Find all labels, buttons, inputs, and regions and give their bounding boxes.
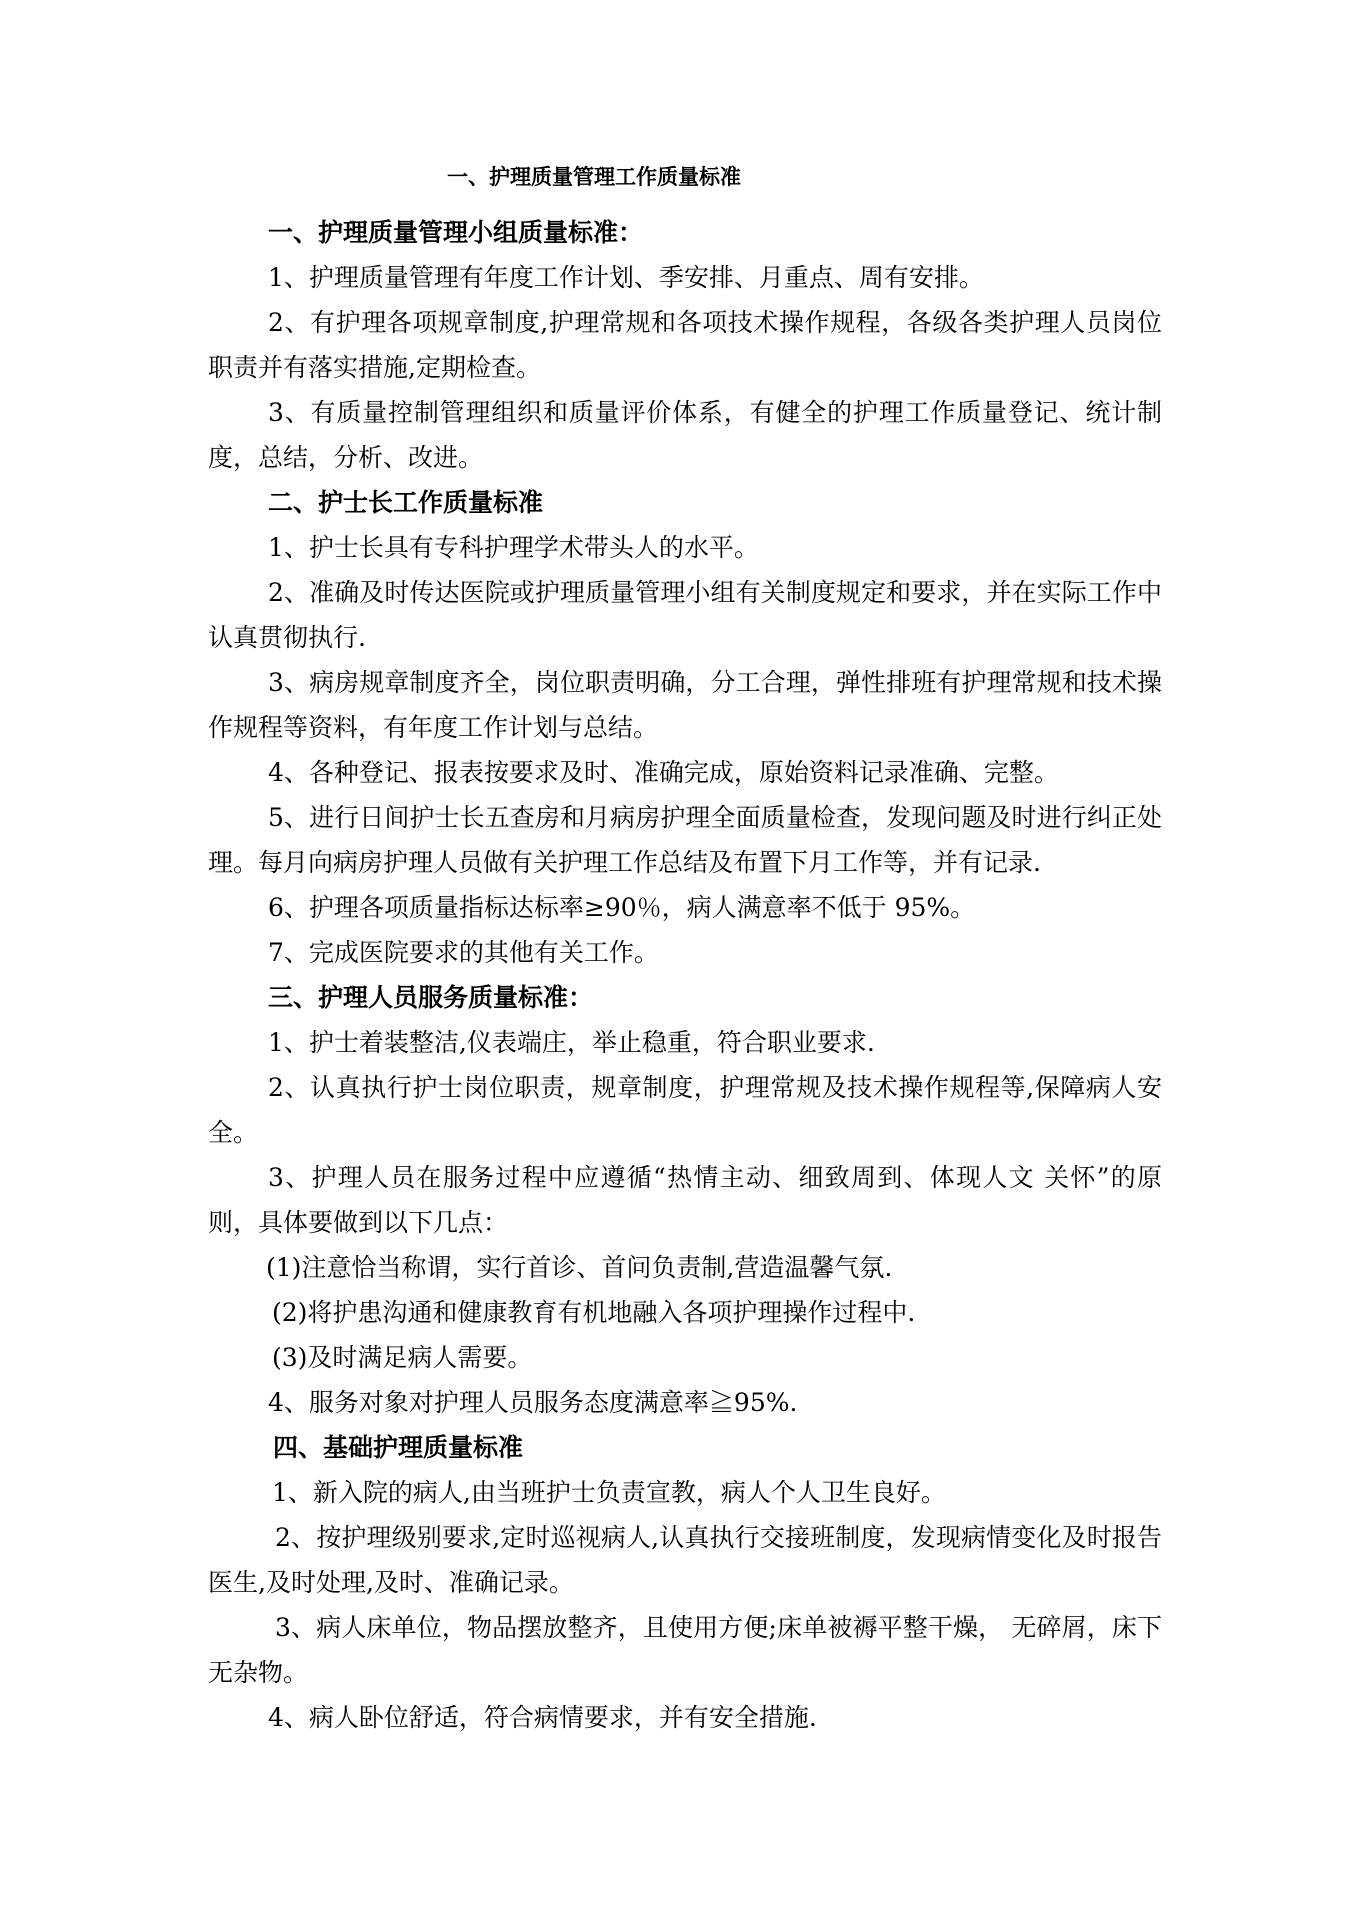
- section-heading-3: 三、护理人员服务质量标准：: [268, 983, 594, 1012]
- paragraph: 3、病人床单位，物品摆放整齐，且使用方便;床单被褥平整干燥， 无碎屑，床下无杂物。: [208, 1613, 1162, 1687]
- paragraph: 3、有质量控制管理组织和质量评价体系，有健全的护理工作质量登记、统计制度，总结，分析、改进。: [208, 398, 1162, 472]
- sub-item: (3)及时满足病人需要。: [272, 1343, 533, 1372]
- paragraph: 3、病房规章制度齐全，岗位职责明确，分工合理，弹性排班有护理常规和技术操作规程等资料，有年度工作计划与总结。: [208, 668, 1162, 742]
- paragraph: 4、服务对象对护理人员服务态度满意率≧95%.: [268, 1388, 798, 1417]
- paragraph: 1、新入院的病人,由当班护士负责宣教，病人个人卫生良好。: [272, 1478, 946, 1507]
- paragraph: 4、病人卧位舒适，符合病情要求，并有安全措施.: [268, 1703, 817, 1732]
- paragraph: 1、护士长具有专科护理学术带头人的水平。: [268, 533, 759, 562]
- paragraph: 2、按护理级别要求,定时巡视病人,认真执行交接班制度，发现病情变化及时报告医生,及时处理,及时、准确记录。: [208, 1523, 1162, 1597]
- paragraph: 4、各种登记、报表按要求及时、准确完成，原始资料记录准确、完整。: [268, 758, 1059, 787]
- sub-item: (2)将护患沟通和健康教育有机地融入各项护理操作过程中.: [272, 1298, 916, 1327]
- paragraph: 3、护理人员在服务过程中应遵循“热情主动、细致周到、体现人文 关怀”的原则，具体要做到以下几点：: [208, 1163, 1162, 1237]
- section-heading-2: 二、护士长工作质量标准: [268, 488, 544, 517]
- paragraph: 7、完成医院要求的其他有关工作。: [268, 938, 659, 967]
- section-heading-1: 一、护理质量管理小组质量标准：: [268, 218, 644, 247]
- document-body: [208, 210, 1162, 1740]
- paragraph: 2、有护理各项规章制度,护理常规和各项技术操作规程，各级各类护理人员岗位职责并有落实措施,定期检查。: [208, 308, 1162, 382]
- sub-item: (1)注意恰当称谓，实行首诊、首问负责制,营造温馨气氛.: [266, 1253, 893, 1282]
- paragraph: 6、护理各项质量指标达标率≥90％，病人满意率不低于 95%。: [268, 893, 976, 922]
- paragraph: 1、护士着装整洁,仪表端庄，举止稳重，符合职业要求.: [268, 1028, 875, 1057]
- paragraph: 2、准确及时传达医院或护理质量管理小组有关制度规定和要求，并在实际工作中认真贯彻执行.: [208, 578, 1162, 652]
- paragraph: 2、认真执行护士岗位职责，规章制度，护理常规及技术操作规程等,保障病人安全。: [208, 1073, 1162, 1147]
- paragraph: 1、护理质量管理有年度工作计划、季安排、月重点、周有安排。: [268, 263, 984, 292]
- paragraph: 5、进行日间护士长五查房和月病房护理全面质量检查，发现问题及时进行纠正处理。每月向病房护理人员做有关护理工作总结及布置下月工作等，并有记录.: [208, 803, 1162, 877]
- section-heading-4: 四、基础护理质量标准: [273, 1433, 524, 1462]
- document-title: 一、护理质量管理工作质量标准: [447, 165, 741, 189]
